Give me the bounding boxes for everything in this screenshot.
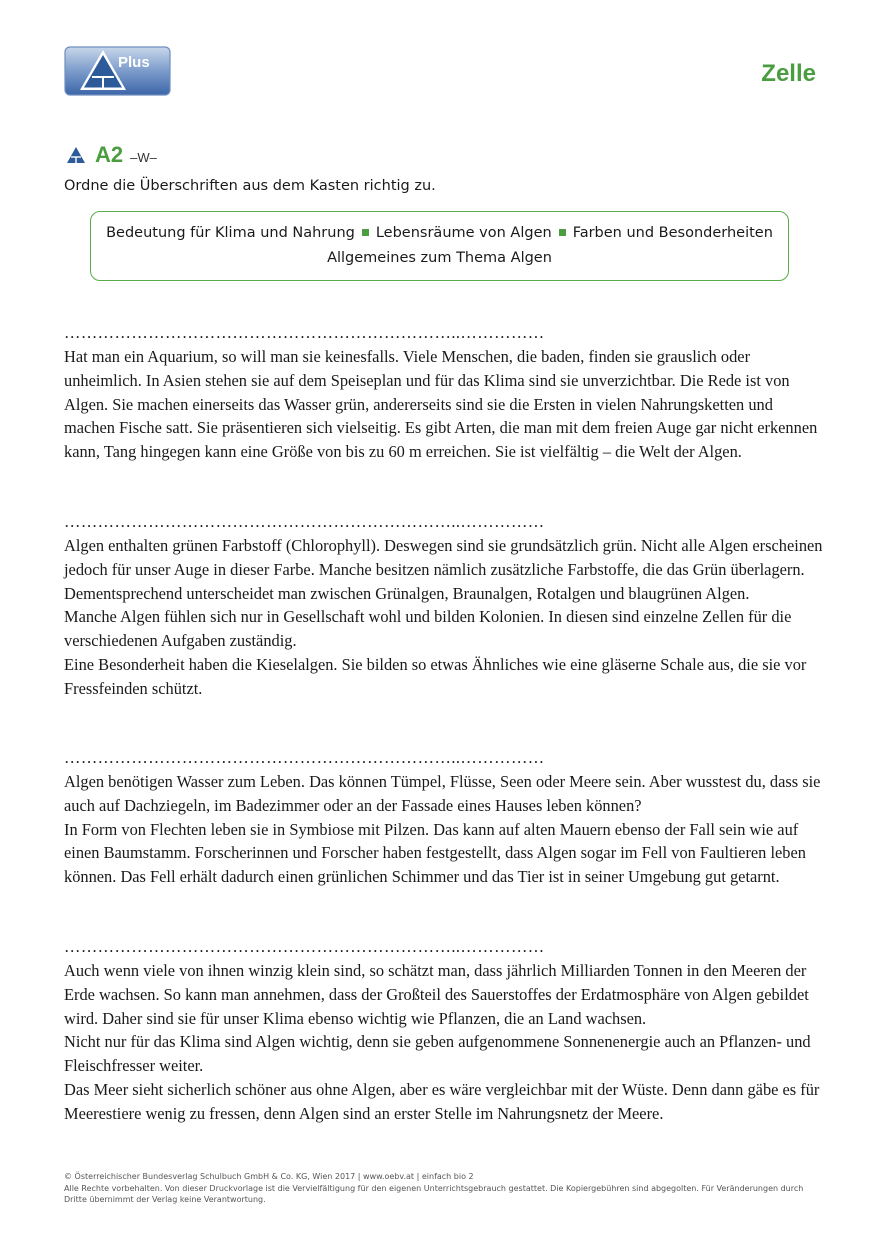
task-instruction: Ordne die Überschriften aus dem Kasten richtig zu. (64, 178, 436, 194)
section-paragraph: Das Meer sieht sicherlich schöner aus ohne Algen, aber es wäre vergleichbar mit der Wüste. Denn dann gäbe es für Meerestiere wenig zu fressen, denn Algen sind an erster Stelle im Nahrungsnetz der Meere. (64, 1079, 820, 1123)
footer-line: © Österreichischer Bundesverlag Schulbuch GmbH & Co. KG, Wien 2017 | www.oebv.at | einfach bio 2 (64, 1172, 474, 1181)
separator-square-icon (559, 229, 566, 236)
heading-option: Bedeutung für Klima und Nahrung (106, 225, 355, 241)
heading-blank-line[interactable]: ……………………………………………………………..…………… (64, 748, 545, 767)
copyright-footer (64, 1171, 824, 1206)
text-section-4 (64, 935, 824, 1126)
section-paragraph: Algen benötigen Wasser zum Leben. Das können Tümpel, Flüsse, Seen oder Meere sein. Aber wusstest du, dass sie auch auf Dachziegeln, im Badezimmer oder an der Fassade eines Hauses leben können? (64, 772, 821, 815)
separator-square-icon (362, 229, 369, 236)
section-paragraph: Auch wenn viele von ihnen winzig klein sind, so schätzt man, dass jährlich Milliarden Tonnen in den Meeren der Erde wachsen. So kann man annehmen, dass der Großteil des Sauerstoffes der Erdatmosphäre von Algen gebildet wird. Daher sind sie für unser Klima ebenso wichtig wie Pflanzen, die an Land wachsen. (64, 961, 809, 1028)
section-paragraph: Nicht nur für das Klima sind Algen wichtig, denn sie geben aufgenommene Sonnenenergie auch an Pflanzen- und Fleischfresser weiter. (64, 1032, 811, 1076)
section-paragraph: Manche Algen fühlen sich nur in Gesellschaft wohl und bilden Kolonien. In diesen sind einzelne Zellen für die verschiedenen Aufgaben zuständig. (64, 607, 792, 651)
headings-box (90, 211, 789, 281)
heading-option: Farben und Besonderheiten (572, 225, 773, 241)
section-paragraph: In Form von Flechten leben sie in Symbiose mit Pilzen. Das kann auf alten Mauern ebenso der Fall sein wie auf einen Baumstamm. Forscherinnen und Forscher haben festgestellt, dass Algen sogar im Fell von Faultieren leben können. Das Fell erhält dadurch einen grünlichen Schimmer und das Tier ist in seiner Umgebung gut getarnt. (64, 819, 806, 887)
difficulty-triangle-icon (67, 147, 85, 163)
section-paragraph: Hat man ein Aquarium, so will man sie keinesfalls. Viele Menschen, die baden, finden sie grauslich oder unheimlich. In Asien stehen sie auf dem Speiseplan und für das Klima sind sie unverzichtbar. Die Rede ist von Algen. Sie machen einerseits das Wasser grün, andererseits sind sie die Ersten in vielen Nahrungsketten und machen Fische satt. Sie präsentieren sich vielseitig. Es gibt Arten, die man mit dem freien Auge gar nicht erkennen kann, Tang hingegen kann eine Größe von bis zu 60 m erreichen. Sie ist vielfältig – die Welt der Algen. (64, 347, 818, 462)
heading-option: Allgemeines zum Thema Algen (327, 250, 552, 266)
section-paragraph: Eine Besonderheit haben die Kieselalgen. Sie bilden so etwas Ähnliches wie eine gläserne Schale aus, die sie vor Fressfeinden schützt. (64, 654, 807, 698)
section-paragraph: Algen enthalten grünen Farbstoff (Chlorophyll). Deswegen sind sie grundsätzlich grün. Nicht alle Algen erscheinen jedoch für unser Auge in dieser Farbe. Manche besitzen nämlich zusätzliche Farbstoffe, die das Grün überlagern. Dementsprechend unterscheidet man zwischen Grünalgen, Braunalgen, Rotalgen und blaugrünen Algen. (64, 536, 823, 603)
heading-blank-line[interactable]: ……………………………………………………………..…………… (64, 323, 545, 342)
heading-blank-line[interactable]: ……………………………………………………………..…………… (64, 512, 545, 531)
task-header (67, 142, 157, 168)
text-section-2 (64, 510, 824, 701)
text-section-1 (64, 321, 824, 464)
heading-option: Lebensräume von Algen (375, 225, 552, 241)
task-level: –W– (130, 150, 157, 165)
footer-line: Alle Rechte vorbehalten. Von dieser Druckvorlage ist die Vervielfältigung für den eigenen Unterrichtsgebrauch gestattet. Die Kopiergebühren sind abgegolten. Für Veränderungen durch Dritte übernimmt der Verlag keine Verantwortung. (64, 1183, 804, 1204)
plus-logo (64, 46, 171, 96)
task-number: A2 (95, 142, 124, 167)
chapter-title: Zelle (761, 60, 816, 87)
text-section-3 (64, 746, 824, 889)
heading-blank-line[interactable]: ……………………………………………………………..…………… (64, 937, 545, 956)
logo-label: Plus (118, 54, 150, 71)
